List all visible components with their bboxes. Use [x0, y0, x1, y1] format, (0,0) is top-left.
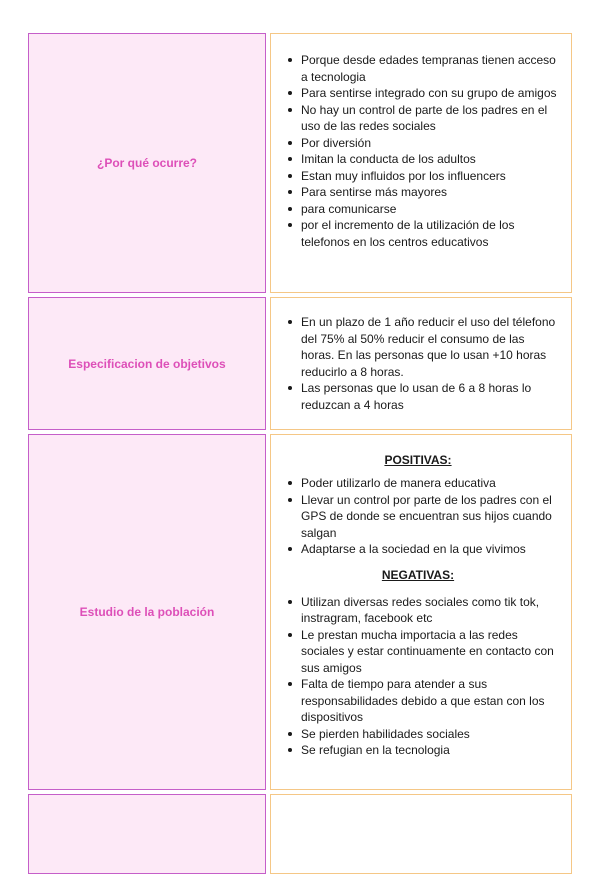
list-item: Imitan la conducta de los adultos [301, 151, 557, 168]
table-row-objectives [28, 297, 572, 430]
row-label: Estudio de la población [79, 605, 215, 619]
list-item: Estan muy influidos por los influencers [301, 168, 557, 185]
table-row-why [28, 33, 572, 293]
bullet-list [279, 314, 557, 413]
list-item: Adaptarse a la sociedad en la que vivimos [301, 541, 557, 558]
negative-heading: NEGATIVAS: [381, 567, 455, 582]
list-item: Para sentirse más mayores [301, 184, 557, 201]
list-item: para comunicarse [301, 201, 557, 218]
list-item: Llevar un control por parte de los padres con el GPS de donde se encuentran sus hijos cuando salgan [301, 492, 557, 542]
row-label-cell [28, 33, 266, 293]
bullet-list [279, 52, 557, 250]
list-item: Las personas que lo usan de 6 a 8 horas lo reduzcan a 4 horas [301, 380, 557, 413]
list-item: No hay un control de parte de los padres en el uso de las redes sociales [301, 102, 557, 135]
row-label: ¿Por qué ocurre? [96, 156, 197, 170]
list-item: En un plazo de 1 año reducir el uso del télefono del 75% al 50% reducir el consumo de las horas. En las personas que lo usan +10 horas reducirlo a 8 horas. [301, 315, 556, 379]
list-item: Utilizan diversas redes sociales como tik tok, instragram, facebook etc [301, 594, 557, 627]
list-item: Se pierden habilidades sociales [301, 726, 557, 743]
row-label-cell [28, 794, 266, 874]
table-row-partial [28, 794, 572, 874]
table-row-population [28, 434, 572, 790]
list-item: Le prestan mucha importacia a las redes sociales y estar continuamente en contacto con sus amigos [301, 627, 557, 677]
row-label: Especificacion de objetivos [68, 356, 226, 371]
list-item: Para sentirse integrado con su grupo de amigos [301, 86, 557, 100]
row-label-cell [28, 297, 266, 430]
row-label-cell [28, 434, 266, 790]
row-content-cell [270, 33, 572, 293]
row-content-cell [270, 434, 572, 790]
list-item: por el incremento de la utilización de los telefonos en los centros educativos [301, 217, 557, 250]
list-item: Falta de tiempo para atender a sus responsabilidades debido a que estan con los dispositivos [301, 676, 557, 726]
row-content-cell [270, 297, 572, 430]
list-item: Poder utilizarlo de manera educativa [301, 475, 557, 492]
negative-list [279, 594, 557, 759]
list-item: Se refugian en la tecnologia [301, 742, 557, 759]
positive-list [279, 475, 557, 558]
row-content-cell [270, 794, 572, 874]
list-item: Porque desde edades tempranas tienen acceso a tecnologia [301, 53, 556, 84]
list-item: Por diversión [301, 135, 557, 152]
positive-heading: POSITIVAS: [384, 453, 452, 467]
